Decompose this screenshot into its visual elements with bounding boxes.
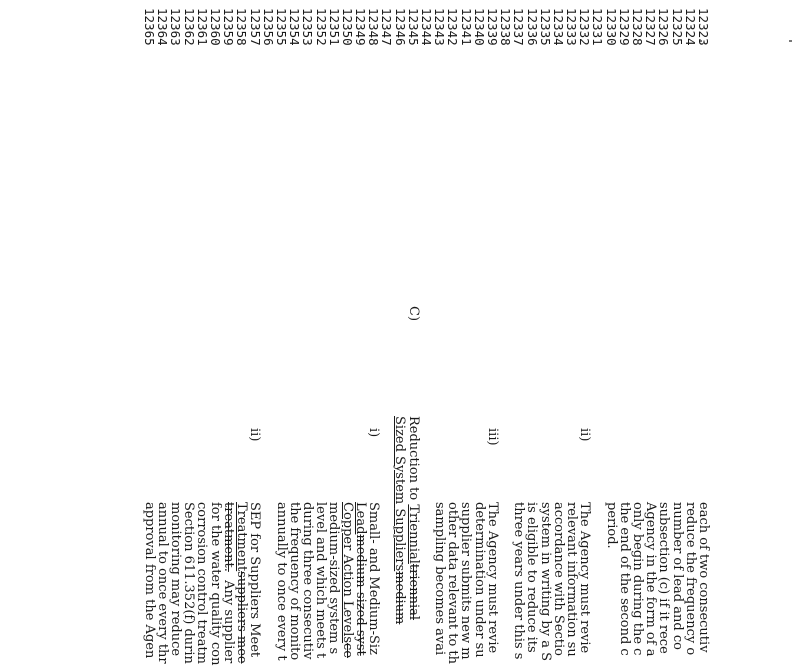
- item-marker-i: i): [366, 428, 381, 438]
- line-number: 12333: [564, 8, 580, 46]
- text-line: reduce the frequency o: [682, 502, 698, 656]
- line-number: 12331: [590, 8, 606, 46]
- section-heading-line: [393, 416, 406, 624]
- line-number: 12323: [696, 8, 711, 46]
- line-number: 12356: [260, 8, 276, 46]
- line-number-column: [143, 8, 710, 58]
- section-marker-c: C): [405, 306, 421, 322]
- line-number: 12359: [221, 8, 237, 46]
- text-line: approval from the Agen: [141, 502, 157, 659]
- deleted-text: ce: [339, 643, 355, 659]
- line-number: 12346: [392, 8, 408, 46]
- line-number: 12362: [181, 8, 197, 46]
- inserted-text: Suppliers: [392, 508, 408, 572]
- line-number: 12363: [168, 8, 184, 46]
- text-line: annual to once every thr: [154, 502, 170, 664]
- scan-speck: [789, 40, 792, 42]
- text-line: accordance with Sectio: [550, 502, 566, 657]
- line-number: 12327: [643, 8, 659, 46]
- inserted-text: Lead: [352, 502, 368, 535]
- text-line: sampling becomes avai: [432, 502, 447, 656]
- text-run: Reduction to: [405, 416, 421, 505]
- line-number: 12354: [287, 8, 303, 46]
- line-number: 12339: [485, 8, 500, 46]
- item-marker-ii: ii): [577, 428, 593, 442]
- line-number: 12361: [194, 8, 210, 46]
- line-number: 12349: [353, 8, 369, 46]
- line-number: 12348: [366, 8, 382, 46]
- text-run: Sized System: [392, 416, 408, 509]
- text-line: SEP for Suppliers Meet: [247, 502, 263, 658]
- line-number: 12355: [274, 8, 289, 46]
- deleted-text: medium: [392, 571, 408, 625]
- text-line: [340, 502, 353, 658]
- text-line: number of lead and co: [669, 502, 685, 650]
- text-line: Small- and Medium-Siz: [366, 502, 381, 655]
- line-number: 12360: [208, 8, 224, 46]
- line-number: 12325: [669, 8, 685, 46]
- text-line: other data relevant to th: [445, 502, 461, 665]
- line-number: 12365: [142, 8, 158, 46]
- line-number: 12342: [445, 8, 461, 46]
- line-number: 12328: [630, 8, 646, 46]
- line-number: 12332: [577, 8, 593, 46]
- inserted-text: Treatment: [234, 502, 249, 572]
- text-run: Any supplier: [220, 571, 236, 664]
- text-line: Section 611.352(f) durin: [181, 502, 197, 664]
- text-line: [222, 502, 235, 663]
- text-line: during three consecutiv: [300, 502, 315, 660]
- text-line: determination under su: [471, 502, 487, 658]
- line-number: 12330: [603, 8, 619, 46]
- line-number: 12344: [419, 8, 435, 46]
- inserted-text: Copper Action Levels: [339, 502, 355, 644]
- line-number: 12343: [432, 8, 448, 46]
- line-number: 12364: [155, 8, 171, 46]
- line-number: 12341: [458, 8, 474, 46]
- line-number: 12329: [616, 8, 632, 46]
- text-line: the frequency of monito: [286, 502, 302, 661]
- line-number: 12345: [405, 8, 421, 46]
- line-number: 12337: [511, 8, 527, 46]
- item-marker-ii: ii): [247, 428, 263, 442]
- deleted-text: suppliers mee: [234, 571, 249, 664]
- text-line: The Agency must revie: [577, 502, 593, 654]
- line-number: 12352: [313, 8, 329, 46]
- line-number: 12335: [537, 8, 553, 46]
- text-line: [235, 502, 248, 664]
- text-line: the end of the second c: [616, 502, 632, 656]
- text-line: subsection (c) if it rece: [656, 502, 672, 654]
- deleted-text: treatment.: [220, 502, 236, 572]
- deleted-text: medium-sized syst: [352, 534, 368, 656]
- text-line: Agency in the form of a: [643, 502, 659, 657]
- text-line: period.: [603, 502, 619, 549]
- line-number: 12358: [234, 8, 250, 46]
- line-number: 12351: [326, 8, 342, 46]
- text-line: is eligible to reduce its: [524, 502, 540, 653]
- text-line: annually to once every t: [273, 502, 289, 661]
- text-line: The Agency must revie: [484, 502, 500, 654]
- text-line: monitoring may reduce: [168, 502, 183, 657]
- deleted-text: triennial: [405, 563, 421, 621]
- text-line: system in writing by a S: [537, 502, 553, 662]
- text-line: only begin during the c: [630, 502, 645, 656]
- line-number: 12350: [339, 8, 355, 46]
- line-number: 12338: [498, 8, 514, 46]
- text-line: supplier submits new m: [458, 502, 474, 660]
- line-number: 12340: [471, 8, 487, 46]
- line-number: 12324: [682, 8, 698, 46]
- text-line: level and which meets t: [313, 502, 329, 659]
- text-line: for the water quality con: [207, 502, 223, 666]
- text-line: relevant information su: [564, 502, 579, 657]
- line-number: 12347: [379, 8, 395, 46]
- inserted-text: Triennial: [405, 504, 421, 564]
- text-line: corrosion control treatm: [194, 502, 210, 664]
- line-number: 12334: [550, 8, 566, 46]
- item-marker-iii: iii): [484, 428, 500, 446]
- text-line: medium-sized system s: [326, 502, 342, 655]
- text-line: three years under this s: [511, 502, 527, 660]
- line-number: 12353: [300, 8, 316, 46]
- line-number: 12336: [524, 8, 540, 46]
- section-heading-line: [406, 416, 419, 620]
- line-number: 12326: [656, 8, 672, 46]
- text-line: [354, 502, 367, 656]
- text-line: each of two consecutiv: [696, 502, 711, 653]
- line-number: 12357: [247, 8, 263, 46]
